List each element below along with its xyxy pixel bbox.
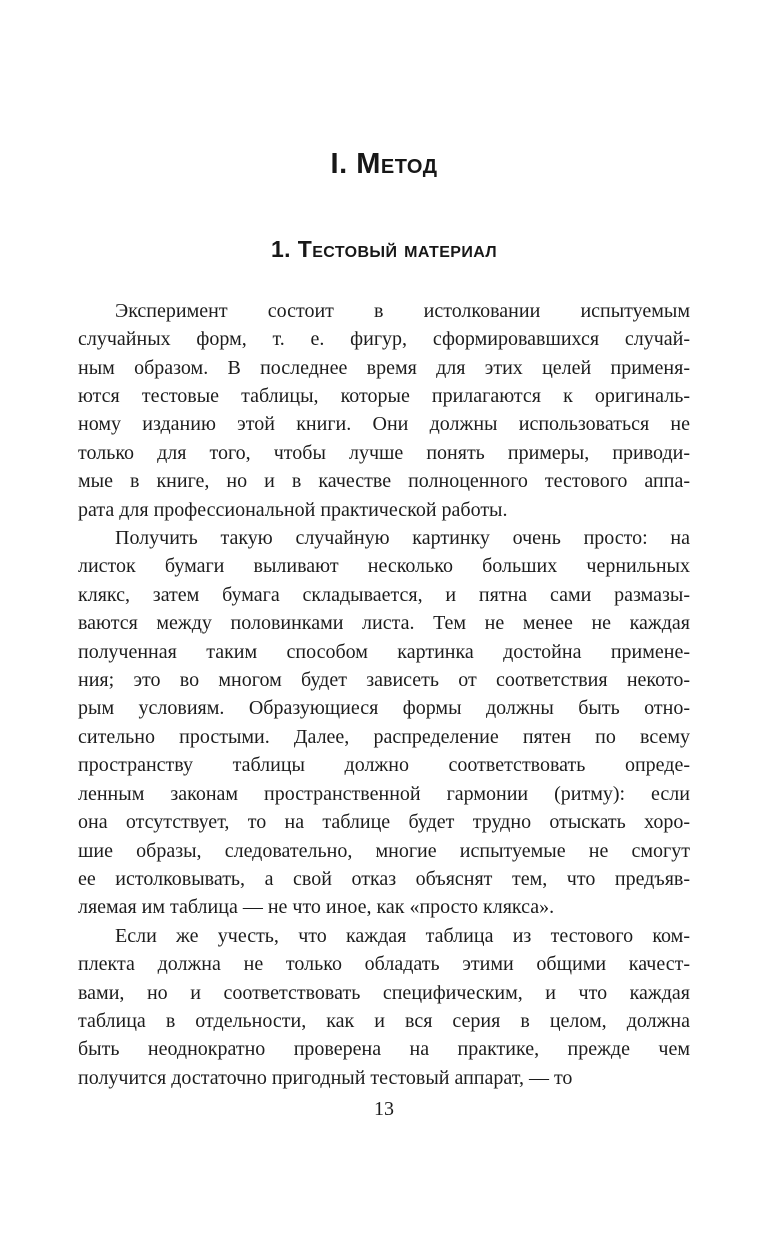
text-line: ляемая им таблица — не что иное, как «просто клякса». <box>78 896 555 919</box>
text-line: получится достаточно пригодный тестовый аппарат, — то <box>78 1066 573 1089</box>
text-line: случайных форм, т. е. фигур, сформировавшихся случай- <box>78 328 690 351</box>
text-line: Получить такую случайную картинку очень просто: на <box>115 527 690 550</box>
text-line: таблица в отдельности, как и вся серия в целом, должна <box>78 1009 690 1032</box>
body-text <box>78 297 690 1092</box>
text-line: мые в книге, но и в качестве полноценного тестового аппа- <box>78 470 690 493</box>
chapter-title: I. Метод <box>330 148 438 180</box>
text-line: рым условиям. Образующиеся формы должны быть отно- <box>78 697 690 720</box>
text-line: ленным законам пространственной гармонии (ритму): если <box>78 782 690 805</box>
text-line: она отсутствует, то на таблице будет трудно отыскать хоро- <box>78 811 690 834</box>
text-line: ным образом. В последнее время для этих целей применя- <box>78 356 690 379</box>
text-line: ваются между половинками листа. Тем не менее не каждая <box>78 612 690 635</box>
text-line: шие образы, следовательно, многие испытуемые не смогут <box>78 839 690 862</box>
text-line: Если же учесть, что каждая таблица из тестового ком- <box>115 924 690 947</box>
text-line: быть неоднократно проверена на практике, прежде чем <box>78 1038 690 1061</box>
text-line: плекта должна не только обладать этими общими качест- <box>78 953 690 976</box>
text-line: ются тестовые таблицы, которые прилагаются к оригиналь- <box>78 385 690 407</box>
page-number: 13 <box>374 1098 394 1121</box>
text-line: пространству таблицы должно соответствовать опреде- <box>78 754 690 777</box>
text-line: вами, но и соответствовать специфическим, и что каждая <box>78 981 690 1004</box>
section-title: 1. Тестовый материал <box>270 236 498 263</box>
text-line: клякс, затем бумага складывается, и пятна сами размазы- <box>78 583 690 606</box>
text-line: ному изданию этой книги. Они должны использоваться не <box>78 413 690 436</box>
paragraph <box>78 297 690 524</box>
text-line: полученная таким способом картинка достойна примене- <box>78 640 690 663</box>
paragraph <box>78 922 690 1092</box>
text-line: листок бумаги выливают несколько больших чернильных <box>78 555 690 578</box>
paragraph <box>78 524 690 922</box>
text-line: ее истолковывать, а свой отказ объяснят тем, что предъяв- <box>78 867 690 890</box>
text-line: Эксперимент состоит в истолковании испытуемым <box>115 299 690 322</box>
text-line: рата для профессиональной практической работы. <box>78 498 508 521</box>
text-line: только для того, чтобы лучше понять примеры, приводи- <box>78 441 690 464</box>
text-line: ния; это во многом будет зависеть от соответствия некото- <box>78 669 690 692</box>
text-line: сительно простыми. Далее, распределение пятен по всему <box>78 725 690 748</box>
